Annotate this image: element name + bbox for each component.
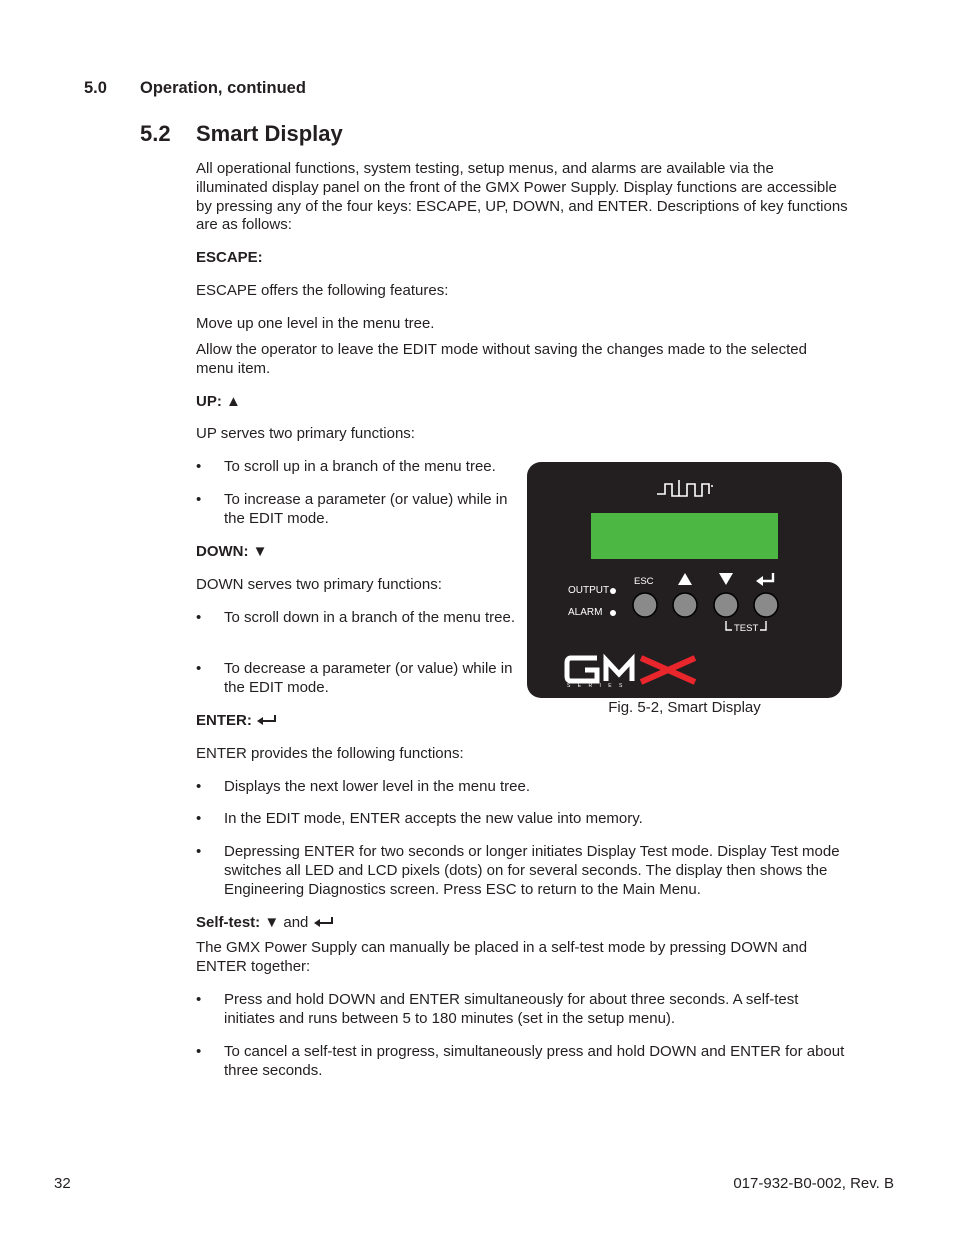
down-bullet-1-text: To scroll down in a branch of the menu tree. xyxy=(224,609,515,626)
intro-paragraph: All operational functions, system testing, setup menus, and alarms are available via the illuminated display panel on the front of the GMX Power Supply. Display functions are accessible by pressing any of the four keys: ESCAPE, UP, DOWN, and ENTER. Descriptions of key functions are as follows: xyxy=(196,160,848,234)
section-number: 5.2 xyxy=(140,121,171,146)
bullet-dot: • xyxy=(196,609,202,626)
up-bullet-1-text: To scroll up in a branch of the menu tree. xyxy=(224,458,496,475)
smart-display-illustration xyxy=(527,462,842,698)
up-lead: UP serves two primary functions: xyxy=(196,425,415,442)
alpha-logo-icon xyxy=(657,480,713,496)
enter-heading-text: ENTER: xyxy=(196,712,252,729)
esc-button[interactable] xyxy=(633,593,657,617)
page-number: 32 xyxy=(54,1175,71,1192)
down-bullet-2-text: To decrease a parameter (or value) while in the EDIT mode. xyxy=(224,660,513,696)
selftest-heading-text: Self-test: ▼ xyxy=(196,914,280,931)
escape-lead: ESCAPE offers the following features: xyxy=(196,282,449,299)
smart-display-panel xyxy=(527,462,842,698)
enter-button[interactable] xyxy=(754,593,778,617)
escape-item-2: Allow the operator to leave the EDIT mode without saving the changes made to the selected menu item. xyxy=(196,341,807,377)
down-button[interactable] xyxy=(714,593,738,617)
enter-heading xyxy=(196,712,278,731)
enter-bullet-3-text: Depressing ENTER for two seconds or longer initiates Display Test mode. Display Test mode switches all LED and LCD pixels (dots) on for several seconds. The display then shows the Engineering Diagnostics screen. Press ESC to return to the Main Menu. xyxy=(224,843,840,898)
up-triangle-icon xyxy=(678,573,692,585)
enter-lead: ENTER provides the following functions: xyxy=(196,745,464,762)
enter-arrow-icon xyxy=(313,916,335,928)
bullet-dot: • xyxy=(196,991,202,1008)
test-label: TEST xyxy=(734,623,759,634)
enter-key-icon xyxy=(756,573,773,586)
alarm-led-icon xyxy=(610,610,616,616)
test-bracket-right xyxy=(760,621,766,630)
lcd-screen xyxy=(591,513,778,559)
alarm-label: ALARM xyxy=(568,607,603,618)
selftest-bullet-2-text: To cancel a self-test in progress, simultaneously press and hold DOWN and ENTER for about three seconds. xyxy=(224,1043,845,1079)
running-header xyxy=(84,79,306,98)
document-number: 017-932-B0-002, Rev. B xyxy=(733,1175,894,1192)
selftest-heading xyxy=(196,914,335,933)
section-title-text: Smart Display xyxy=(196,121,343,146)
bullet-dot: • xyxy=(196,491,202,508)
bullet-dot: • xyxy=(196,843,202,860)
esc-label: ESC xyxy=(634,576,654,587)
escape-item-1: Move up one level in the menu tree. xyxy=(196,315,435,332)
up-heading: UP: ▲ xyxy=(196,393,241,410)
output-label: OUTPUT xyxy=(568,585,610,596)
down-heading: DOWN: ▼ xyxy=(196,543,268,560)
selftest-and: and xyxy=(283,914,309,931)
up-bullet-2-text: To increase a parameter (or value) while in the EDIT mode. xyxy=(224,491,508,527)
series-label: S E R I E S xyxy=(567,683,626,689)
gmx-logo-icon xyxy=(567,658,695,682)
test-bracket-left xyxy=(726,621,732,630)
down-triangle-icon xyxy=(719,573,733,585)
enter-bullet-1-text: Displays the next lower level in the menu tree. xyxy=(224,778,530,795)
bullet-dot: • xyxy=(196,778,202,795)
figure-caption: Fig. 5-2, Smart Display xyxy=(608,699,761,716)
up-button[interactable] xyxy=(673,593,697,617)
bullet-dot: • xyxy=(196,810,202,827)
running-header-title: Operation, continued xyxy=(140,79,306,97)
selftest-bullet-1-text: Press and hold DOWN and ENTER simultaneously for about three seconds. A self-test initiates and runs between 5 to 180 minutes (set in the setup menu). xyxy=(224,991,799,1027)
selftest-lead: The GMX Power Supply can manually be placed in a self-test mode by pressing DOWN and ENTER together: xyxy=(196,939,808,975)
bullet-dot: • xyxy=(196,660,202,677)
bullet-dot: • xyxy=(196,1043,202,1060)
down-lead: DOWN serves two primary functions: xyxy=(196,576,442,593)
enter-arrow-icon xyxy=(256,714,278,726)
bullet-dot: • xyxy=(196,458,202,475)
running-header-number: 5.0 xyxy=(84,79,107,97)
enter-bullet-2-text: In the EDIT mode, ENTER accepts the new value into memory. xyxy=(224,810,643,827)
section-title xyxy=(140,121,343,147)
output-led-icon xyxy=(610,588,616,594)
escape-heading: ESCAPE: xyxy=(196,249,263,266)
